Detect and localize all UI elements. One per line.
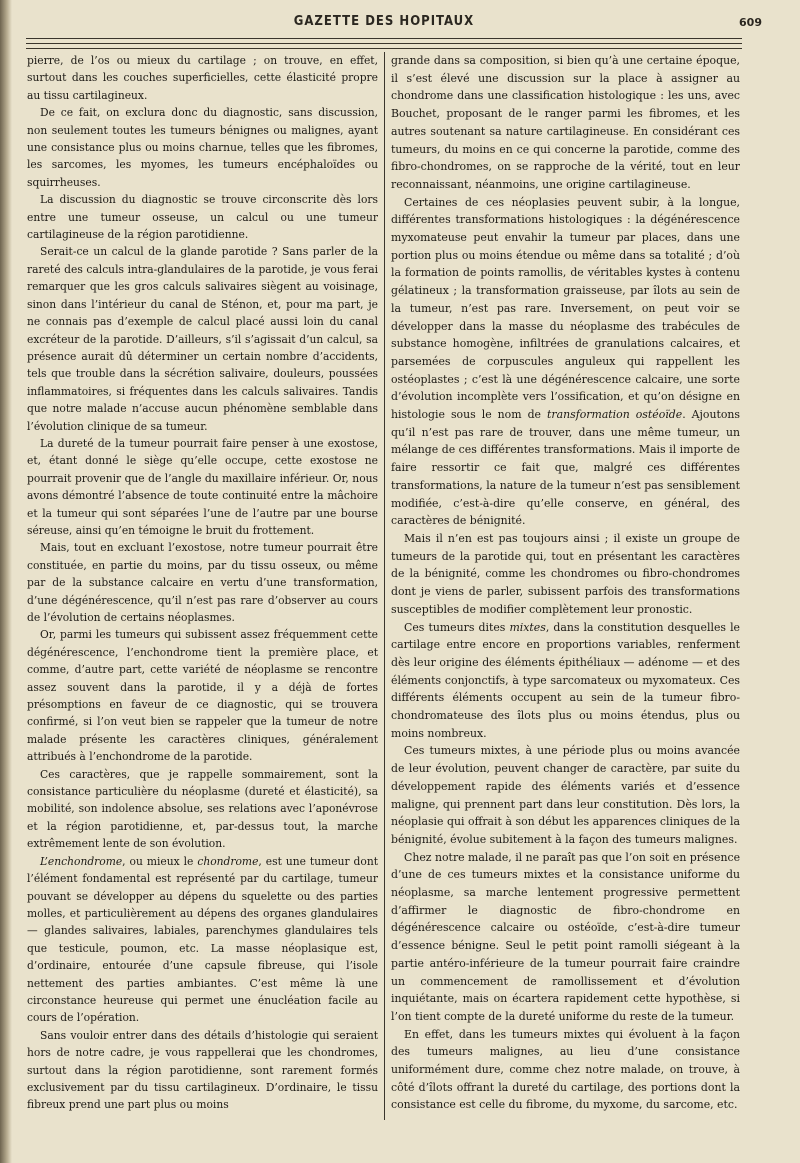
paragraph [27,104,378,191]
paragraph [27,539,378,626]
text-run: . Ajoutons qu’il n’est pas rare de trouver, dans une même tumeur, un mélange de ces différentes transformations. Mais il importe de faire ressortir ce fait que, malgré ces différentes transformations, la nature de la tumeur n’est pas sensiblement modifiée, c’est-à-dire qu’elle conserve, en général, des caractères de bénignité. [391,408,740,528]
header-rule [26,43,742,44]
paragraph [391,1026,740,1115]
text-run: Chez notre malade, il ne paraît pas que l’on soit en présence d’une de ces tumeurs mixtes et la consistance uniforme du néoplasme, sa marche lentement progressive permettent d’affirmer le diagnostic de fibro-chondrome en dégénérescence calcaire ou ostéoïde, c’est-à-dire tumeur d’essence bénigne. Seul le petit point ramolli siégeant à la partie antéro-inférieure de la tumeur pourrait faire craindre un commencement de ramollissement et d’évolution inquiétante, mais on écartera rapidement cette hypothèse, si l’on tient compte de la dureté uniforme du reste de la tumeur. [391,850,740,1023]
paragraph [391,52,740,194]
column-divider [384,52,385,1120]
paragraph [391,742,740,848]
page-header [22,10,762,32]
text-run: La dureté de la tumeur pourrait faire penser à une exostose, et, étant donné le siège qu’elle occupe, cette exostose ne pourrait provenir que de l’angle du maxillaire inférieur. Or, nous avons démontré l’absence de toute continuité entre la mâchoire et la tumeur qui sont séparées l’une de l’autre par une bourse séreuse, ainsi qu’en témoigne le bruit du frottement. [27,436,378,537]
paragraph [27,435,378,539]
journal-title: GAZETTE DES HOPITAUX [293,14,475,29]
text-run: grande dans sa composition, si bien qu’à une certaine époque, il s’est élevé une discussion sur la place à assigner au chondrome dans une classification histologique : les uns, avec Bouchet, proposant de le ranger parmi les fibromes, et les autres soutenant sa nature cartilagineuse. En considérant ces tumeurs, du moins en ce qui concerne la parotide, comme des fibro-chondromes, on se rapproche de la vérité, tout en leur reconnaissant, néanmoins, une origine cartilagineuse. [391,54,740,191]
italic-term: L’enchondrome [40,854,123,868]
page-binding-shadow [0,0,12,1163]
paragraph [391,619,740,743]
paragraph [27,766,378,853]
text-run: Ces caractères, que je rappelle sommairement, sont la consistance particulière du néoplasme (dureté et élasticité), sa mobilité, son indolence absolue, ses relations avec l’aponévrose et la région parotidienne, et, par-dessus tout, la marche extrêmement lente de son évolution. [27,767,378,851]
italic-term: transformation ostéoïde [547,408,683,422]
paragraph [27,1027,378,1114]
text-run: , dans la constitution desquelles le cartilage entre encore en proportions variables, renferment dès leur origine des éléments épithéliaux — adénome — et des éléments conjonctifs, à type sarcomateux ou myxomateux. Ces différents éléments occupent au sein de la tumeur fibro-chondromateuse des îlots plus ou moins étendus, plus ou moins nombreux. [391,620,740,740]
text-run: Serait-ce un calcul de la glande parotide ? Sans parler de la rareté des calculs intra-glandulaires de la parotide, je vous ferai remarquer que les gros calculs salivaires siègent au voisinage, sinon dans l’intérieur du canal de Sténon, et, pour ma part, je ne connais pas d’exemple de calcul placé aussi loin du canal excréteur de la parotide. D’ailleurs, s’il s’agissait d’un calcul, sa présence aurait dû déterminer un certain nombre d’accidents, tels que trouble dans la sécrétion salivaire, douleurs, poussées inflammatoires, si fréquentes dans les calculs salivaires. Tandis que notre malade n’accuse aucun phénomène semblable dans l’évolution clinique de sa tumeur. [27,245,378,433]
paragraph [391,530,740,619]
header-rule [26,48,742,49]
paragraph [391,849,740,1026]
paragraph [27,626,378,765]
paragraph [27,853,378,1027]
page-number: 609 [739,16,762,29]
left-text-column [27,52,378,1132]
italic-term: mixtes [509,620,546,634]
paragraph [391,194,740,530]
text-run: En effet, dans les tumeurs mixtes qui évoluent à la façon des tumeurs malignes, au lieu d’une consistance uniformément dure, comme chez notre malade, on trouve, à côté d’îlots offrant la dureté du cartilage, des portions dont la consistance est celle du fibrome, du myxome, du sarcome, etc. [391,1027,740,1112]
paragraph [27,52,378,104]
text-run: Certaines de ces néoplasies peuvent subir, à la longue, différentes transformations histologiques : la dégénérescence myxomateuse peut envahir la tumeur par places, dans une portion plus ou moins étendue ou même dans sa totalité ; d’où la formation de points ramollis, de véritables kystes à contenu gélatineux ; la transformation graisseuse, par îlots au sein de la tumeur, n’est pas rare. Inversement, on peut voir se développer dans la masse du néoplasme des trabécules de substance homogène, infiltrées de granulations calcaires, et parsemées de corpuscules anguleux qui rappellent les ostéoplastes ; c’est là une dégénérescence calcaire, une sorte d’évolution incomplète vers l’ossification, et qu’on désigne en histologie sous le nom de [391,195,740,422]
header-rule [26,38,742,39]
italic-term: chondrome [197,854,259,868]
text-run: Or, parmi les tumeurs qui subissent assez fréquemment cette dégénérescence, l’enchondrome tient la première place, et comme, d’autre part, cette variété de néoplasme se rencontre assez souvent dans la parotide, il y a déjà de fortes présomptions en faveur de ce diagnostic, qui se trouvera confirmé, si l’on veut bien se rappeler que la tumeur de notre malade présente les caractères cliniques, généralement attribués à l’enchondrome de la parotide. [27,628,378,764]
paragraph [27,191,378,243]
text-run: La discussion du diagnostic se trouve circonscrite dès lors entre une tumeur osseuse, un calcul ou une tumeur cartilagineuse de la région parotidienne. [27,193,378,242]
text-run: Sans vouloir entrer dans des détails d’histologie qui seraient hors de notre cadre, je vous rappellerai que les chondromes, surtout dans la région parotidienne, sont rarement formés exclusivement par du tissu cartilagineux. D’ordinaire, le tissu fibreux prend une part plus ou moins [27,1028,378,1112]
text-run: , est une tumeur dont l’élément fondamental est représenté par du cartilage, tumeur pouvant se développer au dépens du squelette ou des parties molles, et particulièrement au dépens des organes glandulaires — glandes salivaires, labiales, parenchymes glandulaires tels que testicule, poumon, etc. La masse néoplasique est, d’ordinaire, entourée d’une capsule fibreuse, qui l’isole nettement des parties ambiantes. C’est même là une circonstance heureuse qui permet une énucléation facile au cours de l’opération. [27,854,378,1025]
text-run: De ce fait, on exclura donc du diagnostic, sans discussion, non seulement toutes les tumeurs bénignes ou malignes, ayant une consistance plus ou moins charnue, telles que les fibromes, les sarcomes, les myomes, les tumeurs encéphaloïdes ou squirrheuses. [27,106,378,189]
text-run: pierre, de l’os ou mieux du cartilage ; on trouve, en effet, surtout dans les couches superficielles, cette élasticité propre au tissu cartilagineux. [27,54,378,102]
text-run: Ces tumeurs mixtes, à une période plus ou moins avancée de leur évolution, peuvent changer de caractère, par suite du développement rapide des éléments variés et d’essence maligne, qui prennent part dans leur constitution. Dès lors, la néoplasie qui offrait à son début les apparences cliniques de la bénignité, évolue subitement à la façon des tumeurs malignes. [391,744,740,846]
paragraph [27,243,378,434]
text-run: , ou mieux le [122,854,198,868]
text-run: Mais, tout en excluant l’exostose, notre tumeur pourrait être constituée, en partie du moins, par du tissu osseux, ou même par de la substance calcaire en vertu d’une transformation, d’une dégénérescence, qu’il n’est pas rare d’observer au cours de l’évolution de certains néoplasmes. [27,541,378,624]
right-text-column [391,52,740,1132]
text-run: Ces tumeurs dites [404,620,510,634]
text-run: Mais il n’en est pas toujours ainsi ; il existe un groupe de tumeurs de la parotide qui, tout en présentant les caractères de la bénignité, comme les chondromes ou fibro-chondromes dont je viens de parler, subissent parfois des transformations susceptibles de modifier complètement leur pronostic. [391,531,740,616]
